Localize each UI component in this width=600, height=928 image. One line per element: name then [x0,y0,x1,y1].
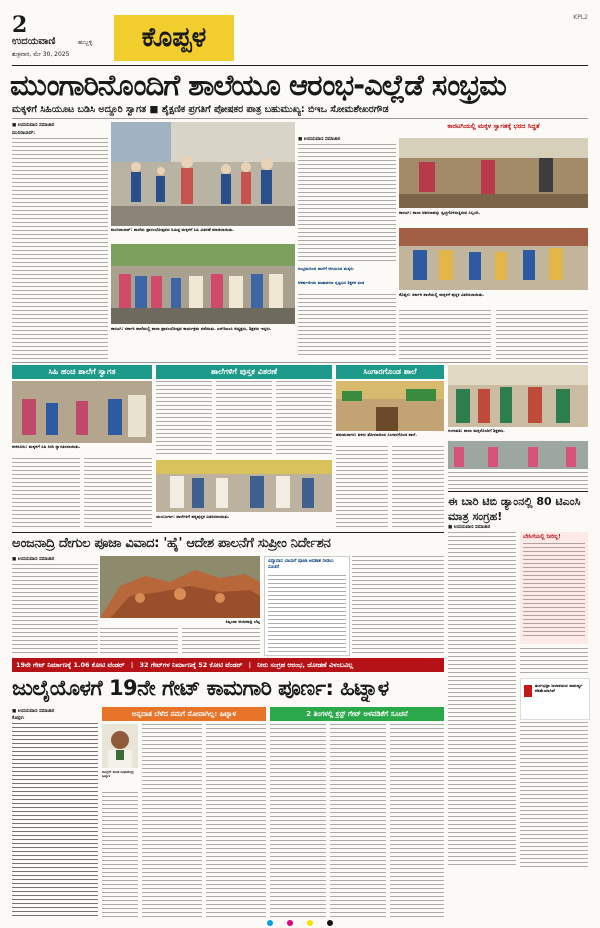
registration-mark [267,920,273,926]
side-text-2 [520,648,588,674]
lead-photo-4 [399,228,588,290]
cleaning-photo [399,138,588,208]
lead-caption-4: ಕೊಪ್ಪಳ: ಸರ್ಕಾರಿ ಶಾಲೆಯಲ್ಲಿ ಮಕ್ಕಳಿಗೆ ಪುಸ್ತಕ ವಿತರಿಸಲಾಯಿತು. [399,292,485,297]
row2-rule [12,532,444,533]
registration-mark [287,920,293,926]
row1-rule [12,362,588,363]
book-distribution-photo [399,228,588,290]
col3-byline: ■ ಉದಯವಾಣಿ ಸಮಾಚಾರ [298,137,341,142]
gate-strip-2: 32 ಗೇಟ್‌ಗಳ ನಿರ್ಮಾಣಕ್ಕೆ 52 ಕೋಟಿ ಟೆಂಡರ್ [139,661,243,669]
lead-caption-3: ಕಾರಟಗಿ: ಶಾಲಾ ಆವರಣವನ್ನು ಸ್ವಚ್ಛಗೊಳಿಸುತ್ತಿರುವ ಸಿಬ್ಬಂದಿ. [399,210,481,215]
gate-sub-b: 2 ತಿಂಗಳಲ್ಲಿ ಕ್ರಸ್ಟ್ ಗೇಟ್ ಅಳವಡಿಕೆಗೆ ಸೂಚನೆ [270,707,444,721]
page-code: KPL2 [573,14,588,21]
temple-box [264,556,350,656]
lead-body-text [12,138,108,364]
temple-text-1 [12,564,98,654]
row2-text-c1 [336,446,388,530]
hitnal-note: ಕಾಂಗ್ರೆಸ್ ಶಾಸಕ ರಾಘವೇಂದ್ರ ಹಿಟ್ನಾಳ [102,770,134,779]
color-registration-bar [180,920,420,926]
date-line: ಶುಕ್ರವಾರ, ಮೇ 30, 2025 [12,51,70,58]
strip-divider-2: | [248,661,251,669]
row2-text-a [12,458,80,530]
gate-byline: ■ ಉದಯವಾಣಿ ಸಮಾಚಾರ [12,709,55,714]
row2-text-b3 [276,381,332,457]
row2-text-d [448,472,588,490]
temple-box-title: ವಿದ್ಯಾದಾಸ ಬಾಬಾಗೆ ಪೂಜಾ ಅವಕಾಶ ನೀಡಲು ಸೂಚನೆ [268,559,334,570]
kicker-a: ಕಾರಟಗಿಯಲ್ಲಿ ಮಕ್ಕಳ ಸ್ವಾಗತಕ್ಕೆ ಭರದ ಸಿದ್ಧತೆ [447,122,540,130]
sweets-photo [12,381,152,443]
gate-text-1 [12,723,98,919]
gate-strip-3: ನೀರು ಸಂಗ್ರಹ ಆರಂಭ, ಜೋಡಣೆ ವಿಳಂಬವಿಲ್ಲ [257,661,354,669]
row2-photo-e [448,441,588,469]
gate-dateline: ಕೊಪ್ಪಳ: [12,716,25,721]
gate-text-4 [270,724,326,920]
teachers-photo [448,365,588,427]
row2-text-c2 [392,446,444,530]
school-children-photo [111,122,295,226]
temple-caption: ಕಿಷ್ಕಿಂದಾ ಅಂಜನಾದ್ರಿ ಬೆಟ್ಟ [225,619,260,624]
row2-title-c: ಸಿಂಗಾರಗೊಂಡ ಶಾಲೆ [336,365,444,379]
lead-photo-1 [111,122,295,226]
strip-divider-1: | [130,661,134,669]
quote-icon [524,685,532,697]
side-text-1 [448,532,516,868]
temple-text-2 [100,628,178,654]
row2-title-b: ಶಾಲೆಗಳಿಗೆ ಪುಸ್ತಕ ವಿತರಣೆ [156,365,332,379]
section-title: ಕೊಪ್ಪಳ [141,22,207,53]
side-headline: ಈ ಬಾರಿ ಟಿಬಿ ಡ್ಯಾಂನಲ್ಲಿ 80 ಟಿಎಂಸಿ ಮಾತ್ರ ಸಂಗ್ರಹ! [448,495,581,523]
col3-body-text-2 [298,294,396,356]
lead-photo-3 [399,138,588,208]
row2-text-a2 [84,458,152,530]
temple-box-text [268,575,346,653]
row2-photo-d [448,365,588,427]
gate-headline: ಜುಲೈಯೊಳಗೆ 19ನೇ ಗೇಟ್ ಕಾಮಗಾರಿ ಪೂರ್ಣ: ಹಿಟ್ನಾಳ [12,676,389,700]
mla-portrait [102,724,138,768]
row2-photo-c [336,381,444,431]
group-photo [111,244,295,324]
gate-strip-1: 19ನೇ ಗೇಟ್ ನಿರ್ಮಾಣಕ್ಕೆ 1.06 ಕೋಟಿ ಟೆಂಡರ್ [16,661,125,669]
gate-sub-a: ಅನ್ನದಾತ ಬೆಳೆದ ನಮಗೆ ನೋವಾಗಿಲ್ಲ: ಹಿಟ್ನಾಳ [102,707,266,721]
lead-caption-2: ಕಾರಟಗಿ: ಸರ್ಕಾರಿ ಶಾಲೆಯಲ್ಲಿ ಶಾಲಾ ಪ್ರಾರಂಭೋತ್ಸವ ಕಾರ್ಯಕ್ರಮ ನಡೆಯಿತು. ಎಸ್‌ಡಿಎಂಸಿ ಅಧ್ಯಕ್ಷರು, ಶಿಕ್ಷಕರು ಇದ್ದರು. [111,326,272,331]
side-box-title: ಬೇಸಿಗೆಯಲ್ಲಿ ನೀರಿಲ್ಲ! [523,534,561,540]
right-body-text [399,310,491,360]
paper-suffix: ಹುಬ್ಬಳ್ಳಿ [78,39,93,46]
side-quote: ತುಂಗಭದ್ರಾ ಜಲಾಶಯದ ಸಾಮರ್ಥ್ಯ ಕಡಿಮೆಯಾಗಿದೆ [535,683,583,693]
page-number: 2 [12,12,28,38]
gate-text-6 [390,724,444,920]
registration-mark [307,920,313,926]
lead-photo-2 [111,244,295,324]
lead-headline: ಮುಂಗಾರಿನೊಂದಿಗೆ ಶಾಲೆಯೂ ಆರಂಭ-ಎಲ್ಲೆಡೆ ಸಂಭ್ರಮ [10,68,506,102]
book-event-photo [156,460,332,512]
registration-mark [327,920,333,926]
side-box [520,532,588,644]
side-rule [448,491,588,492]
anjanadri-hill-photo [100,556,260,618]
row2-text-b2 [216,381,272,457]
gate-strip [12,658,444,672]
lead-caption-1: ಮುನಿರಾಬಾದ್: ಶಾಲೆಯ ಪ್ರಾರಂಭೋತ್ಸವದ ನಿಮಿತ್ತ ಮಕ್ಕಳಿಗೆ ಸಿಹಿ ವಿತರಣೆ ಮಾಡಲಾಯಿತು. [111,227,235,232]
subhead-separator: ■ [149,104,162,115]
right-body-text-2 [496,310,588,360]
temple-byline: ■ ಉದಯವಾಣಿ ಸಮಾಚಾರ [12,557,55,562]
lead-column-3 [298,136,396,262]
lead-dateline: ಮುನಿರಾಬಾದ್: [12,131,36,136]
row2-caption-c: ಹನುಮಸಾಗರ: ತಳಿರು ತೋರಣದಿಂದ ಸಿಂಗಾರಗೊಂಡ ಶಾಲೆ. [336,432,417,437]
row2-title-a: ಸಿಹಿ ಹಂಚಿ ಶಾಲೆಗೆ ಸ್ವಾಗತ [12,365,152,379]
temple-text-3 [182,628,260,654]
students-photo [448,441,588,469]
side-quote-box [520,678,590,720]
row2-caption-d: ಗಂಗಾವತಿ: ಶಾಲಾ ಮಕ್ಕಳೊಂದಿಗೆ ಶಿಕ್ಷಕರು. [448,428,505,433]
lead-rule [12,118,588,119]
masthead [0,0,600,66]
side-box-text [523,543,585,639]
temple-photo [100,556,260,618]
section-title-box [114,15,234,61]
side-byline: ■ ಉದಯವಾಣಿ ಸಮಾಚಾರ [448,525,491,530]
paper-name: ಉದಯವಾಣಿ [12,36,56,47]
temple-text-4 [352,556,444,654]
gate-text-2b [102,792,138,920]
row2-text-b1 [156,381,212,457]
hitnal-photo [102,724,138,768]
lead-column-1 [12,122,108,362]
row2-caption-b: ಯಲಬುರ್ಗಾ: ಶಾಲೆಗಳಿಗೆ ಪಠ್ಯಪುಸ್ತಕ ವಿತರಿಸಲಾಯಿತು. [156,514,230,519]
lead-subhead-right: ಶೈಕ್ಷಣಿಕ ಪ್ರಗತಿಗೆ ಪೋಷಕರ ಪಾತ್ರ ಬಹುಮುಖ್ಯ: ಬಿಇಒ ಸೋಮಶೇಖರಗೌಡ [161,104,389,115]
decorated-school-photo [336,381,444,431]
gate-text-2 [142,724,202,920]
lead-byline: ■ ಉದಯವಾಣಿ ಸಮಾಚಾರ [12,123,55,128]
row2-caption-a: ಕುಕನೂರು: ಮಕ್ಕಳಿಗೆ ಸಿಹಿ ನೀಡಿ ಸ್ವಾಗತಿಸಲಾಯಿತು. [12,444,81,449]
gate-text-5 [330,724,386,920]
row2-photo-a [12,381,152,443]
lead-subhead-left: ಮಕ್ಕಳಿಗೆ ಸಿಹಿಯೂಟ ಬಡಿಸಿ ಅದ್ದೂರಿ ಸ್ವಾಗತ [12,104,147,115]
lead-subheads [12,104,588,116]
col3-body-text [298,144,396,262]
side-text-3 [520,722,588,868]
lead-bullet-2: ಆಕರ್ಷಣೀಯ ವಾತಾವರಣ ಸೃಷ್ಟಿಸಿದ ಶಿಕ್ಷಕರ ತಂಡ [298,280,365,285]
gate-text-3 [206,724,266,920]
row2-photo-b [156,460,332,512]
lead-bullet-1: ಸಂಭ್ರಮದಿಂದ ಶಾಲೆಗೆ ಆಗಮಿಸಿದ ಮಕ್ಕಳು [298,266,354,271]
temple-headline: ಅಂಜನಾದ್ರಿ ದೇಗುಲ ಪೂಜಾ ವಿವಾದ: 'ಹೈ' ಆದೇಶ ಪಾಲನೆಗೆ ಸುಪ್ರೀಂ ನಿರ್ದೇಶನ [12,536,331,551]
